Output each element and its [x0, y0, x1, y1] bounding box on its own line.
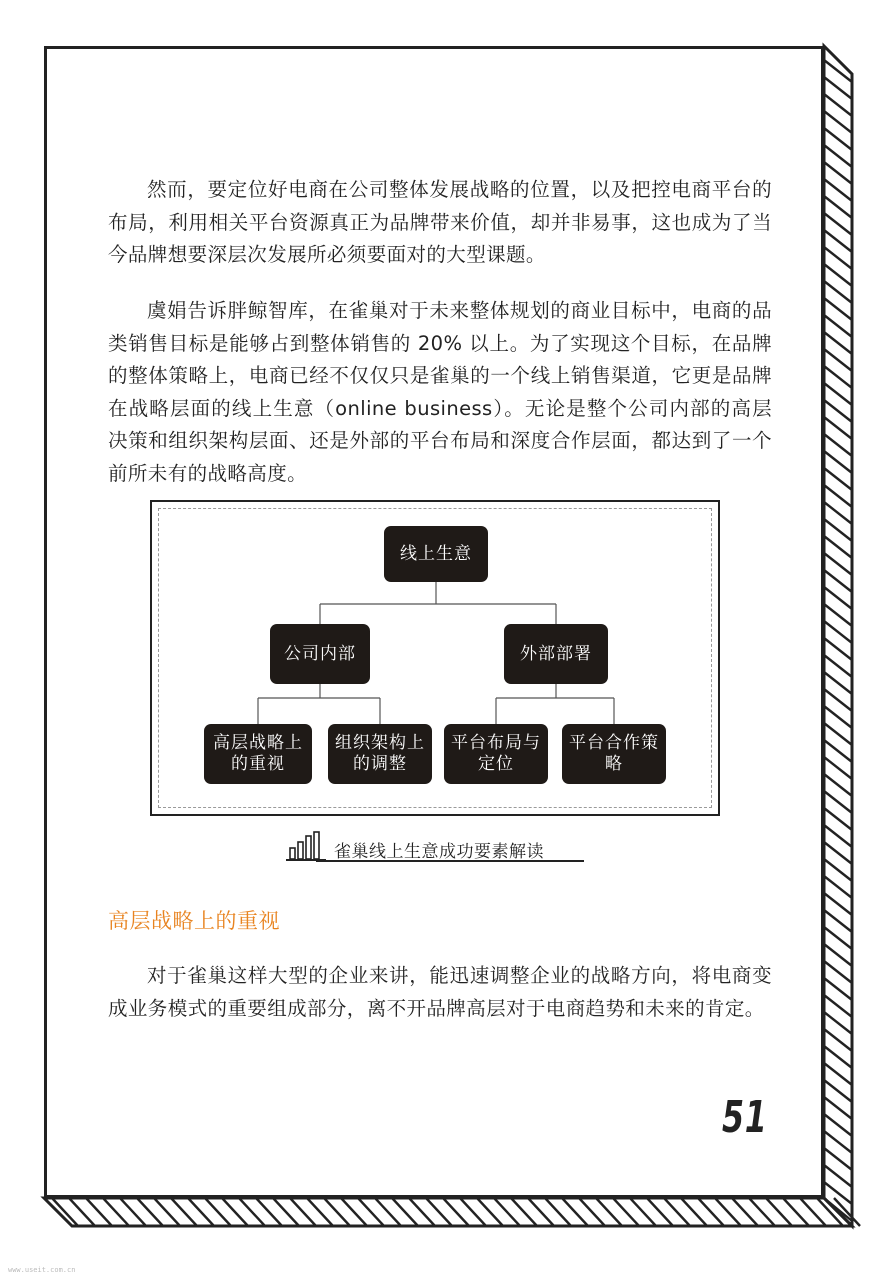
side-hatch [824, 60, 852, 1226]
page-number: 51 [722, 1092, 768, 1143]
body-paragraph: 虞娟告诉胖鲸智库，在雀巢对于未来整体规划的商业目标中，电商的品类销售目标是能够占到整体销售的 20% 以上。为了实现这个目标，在品牌的整体策略上，电商已经不仅仅只是雀巢的一个线上销售渠道，它更是品牌在战略层面的线上生意（online business）。无论是整个公司内部的高层决策和组织架构层面、还是外部的平台布局和深度合作层面，都达到了一个前所未有的战略高度。 [108, 299, 772, 485]
node-leaf-platform-cooperation: 平台合作策略 [562, 724, 666, 784]
node-root: 线上生意 [384, 526, 488, 582]
diagram-caption [286, 830, 584, 864]
node-external: 外部部署 [504, 624, 608, 684]
intro-paragraph: 然而，要定位好电商在公司整体发展战略的位置，以及把控电商平台的布局，利用相关平台资源真正为品牌带来价值，却并非易事，这也成为了当今品牌想要深层次发展所必须要面对的大型课题。 [108, 178, 772, 266]
bottom-hatch [52, 1198, 860, 1226]
org-diagram [150, 500, 720, 816]
diagram-caption-text: 雀巢线上生意成功要素解读 [334, 842, 544, 862]
bar-chart-icon [286, 830, 326, 862]
section-heading: 高层战略上的重视 [108, 909, 280, 933]
section-paragraph: 对于雀巢这样大型的企业来讲，能迅速调整企业的战略方向，将电商变成业务模式的重要组成部分，离不开品牌高层对于电商趋势和未来的肯定。 [108, 964, 772, 1020]
node-leaf-strategy: 高层战略上的重视 [204, 724, 312, 784]
watermark: www.useit.com.cn [8, 1266, 76, 1274]
node-leaf-platform-layout: 平台布局与定位 [444, 724, 548, 784]
node-internal: 公司内部 [270, 624, 370, 684]
node-leaf-organization: 组织架构上的调整 [328, 724, 432, 784]
caption-underline [316, 860, 584, 862]
